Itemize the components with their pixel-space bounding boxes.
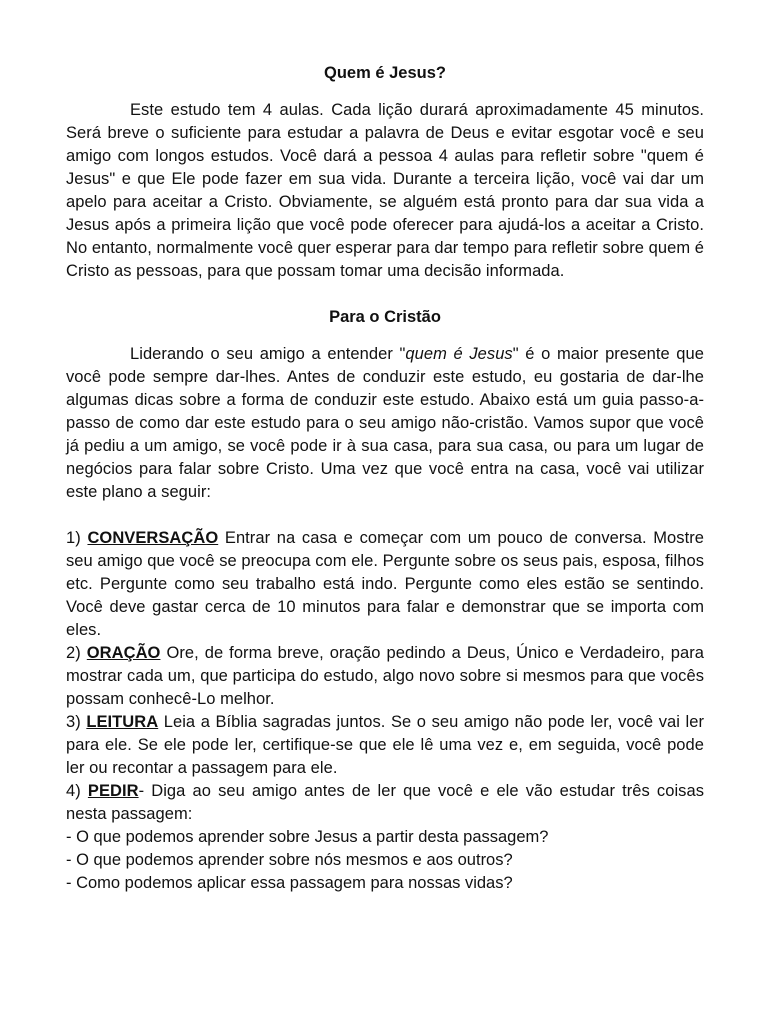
section-intro-start: Liderando o seu amigo a entender " [130,345,406,363]
section-intro-end: " é o maior presente que você pode sempre dar-lhes. Antes de conduzir este estudo, eu gostaria de dar-lhe algumas dicas sobre a forma de conduzir este estudo. Abaixo está um guia passo-a-passo de como dar este estudo para o seu amigo não-cristão. Vamos supor que você já pediu a um amigo, se você pode ir à sua casa, para sua casa, ou para um lugar de negócios para falar sobre Cristo. Uma vez que você entra na casa, você vai utilizar este plano a seguir: [66,345,704,501]
step-label: ORAÇÃO [86,644,161,662]
step-item [66,711,704,780]
step-label: CONVERSAÇÃO [87,529,219,547]
document-title: Quem é Jesus? [324,64,446,82]
step-number: 3) [66,713,81,731]
step-item [66,780,704,826]
step-text: Ore, de forma breve, oração pedindo a Deus, Único e Verdadeiro, para mostrar cada um, que participa do estudo, algo novo sobre si mesmos para que vocês possam conhecê-Lo melhor. [66,644,705,708]
step-number: 2) [66,644,81,662]
question-item: - O que podemos aprender sobre nós mesmos e aos outros? [66,851,513,869]
step-label: LEITURA [86,713,159,731]
step-number: 1) [66,529,81,547]
step-number: 4) [66,782,81,800]
section-intro-paragraph [66,343,704,504]
question-item: - O que podemos aprender sobre Jesus a partir desta passagem? [66,828,549,846]
step-text: - Diga ao seu amigo antes de ler que você e ele vão estudar três coisas nesta passagem: [66,782,704,823]
step-label: PEDIR [87,782,139,800]
step-item [66,527,704,642]
step-text: Entrar na casa e começar com um pouco de conversa. Mostre seu amigo que você se preocupa com ele. Pergunte sobre os seus pais, esposa, filhos etc. Pergunte como seu trabalho está indo. Pergunte como eles estão se sentindo. Você deve gastar cerca de 10 minutos para falar e demonstrar que se importa com eles. [66,529,704,639]
section-intro-emphasis: quem é Jesus [405,345,513,363]
question-item: - Como podemos aplicar essa passagem para nossas vidas? [66,874,513,892]
section-title: Para o Cristão [329,308,441,326]
step-item [66,642,704,711]
step-text: Leia a Bíblia sagradas juntos. Se o seu amigo não pode ler, você vai ler para ele. Se ele pode ler, certifique-se que ele lê uma vez e, em seguida, você pode ler ou recontar a passagem para ele. [66,713,704,777]
intro-paragraph: Este estudo tem 4 aulas. Cada lição durará aproximadamente 45 minutos. Será breve o suficiente para estudar a palavra de Deus e evitar esgotar você e seu amigo com longos estudos. Você dará a pessoa 4 aulas para refletir sobre "quem é Jesus" e que Ele pode fazer em sua vida. Durante a terceira lição, você vai dar um apelo para aceitar a Cristo. Obviamente, se alguém está pronto para dar sua vida a Jesus após a primeira lição que você pode oferecer para ajudá-los a aceitar a Cristo. No entanto, normalmente você quer esperar para dar tempo para refletir sobre quem é Cristo as pessoas, para que possam tomar uma decisão informada. [66,101,704,280]
